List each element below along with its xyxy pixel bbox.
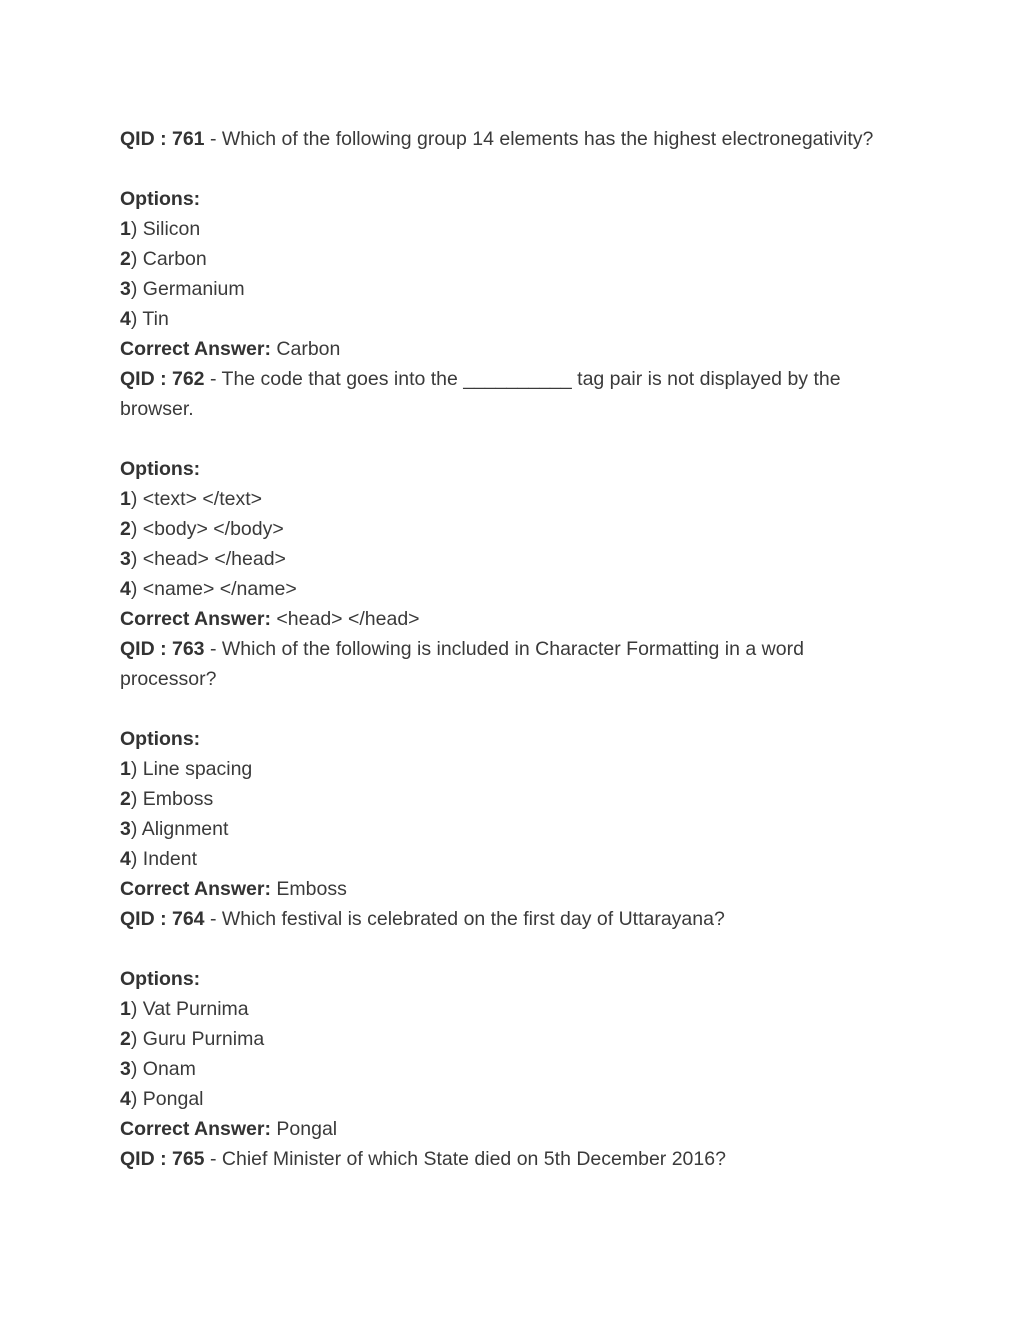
options-label: Options: xyxy=(120,458,201,480)
option-item: 3) Alignment xyxy=(120,818,229,840)
option-item: 2) Carbon xyxy=(120,248,207,270)
question-block xyxy=(120,904,900,1144)
option-item: 1) <text> </text> xyxy=(120,488,263,510)
question-text: Which festival is celebrated on the first day of Uttarayana? xyxy=(221,908,725,930)
question-block xyxy=(120,1144,900,1174)
qid-label: QID : 765 xyxy=(120,1148,205,1170)
option-item: 1) Silicon xyxy=(120,218,201,240)
option-item: 3) Onam xyxy=(120,1058,196,1080)
option-item: 4) Tin xyxy=(120,308,169,330)
qid-label: QID : 761 xyxy=(120,128,205,150)
question-text: Chief Minister of which State died on 5th December 2016? xyxy=(221,1148,726,1170)
qid-label: QID : 763 xyxy=(120,638,205,660)
qid-label: QID : 762 xyxy=(120,368,205,390)
question-block xyxy=(120,634,900,904)
question-line: QID : 762 - The code that goes into the __________ tag pair is not displayed by the browser. xyxy=(120,368,846,420)
qid-label: QID : 764 xyxy=(120,908,205,930)
correct-answer: Correct Answer: Pongal xyxy=(120,1118,338,1140)
option-item: 2) Guru Purnima xyxy=(120,1028,265,1050)
correct-answer: Correct Answer: <head> </head> xyxy=(120,608,420,630)
question-line: QID : 764 - Which festival is celebrated on the first day of Uttarayana? xyxy=(120,908,725,930)
question-line: QID : 761 - Which of the following group 14 elements has the highest electronegativity? xyxy=(120,128,874,150)
option-item: 1) Vat Purnima xyxy=(120,998,249,1020)
question-line: QID : 765 - Chief Minister of which State died on 5th December 2016? xyxy=(120,1148,726,1170)
options-label: Options: xyxy=(120,188,201,210)
option-item: 1) Line spacing xyxy=(120,758,253,780)
question-text: Which of the following group 14 elements has the highest electronegativity? xyxy=(221,128,874,150)
options-label: Options: xyxy=(120,728,201,750)
option-item: 3) <head> </head> xyxy=(120,548,286,570)
option-item: 4) <name> </name> xyxy=(120,578,297,600)
options-label: Options: xyxy=(120,968,201,990)
option-item: 4) Pongal xyxy=(120,1088,204,1110)
correct-answer: Correct Answer: Carbon xyxy=(120,338,341,360)
question-text: The code that goes into the __________ tag pair is not displayed by the browser. xyxy=(120,368,846,420)
correct-answer: Correct Answer: Emboss xyxy=(120,878,347,900)
question-block xyxy=(120,364,900,634)
option-item: 2) Emboss xyxy=(120,788,214,810)
document-page xyxy=(120,124,900,1174)
option-item: 4) Indent xyxy=(120,848,197,870)
question-text: Which of the following is included in Character Formatting in a word processor? xyxy=(120,638,810,690)
option-item: 2) <body> </body> xyxy=(120,518,284,540)
option-item: 3) Germanium xyxy=(120,278,245,300)
question-line: QID : 763 - Which of the following is included in Character Formatting in a word processor? xyxy=(120,638,810,690)
question-block xyxy=(120,124,900,364)
